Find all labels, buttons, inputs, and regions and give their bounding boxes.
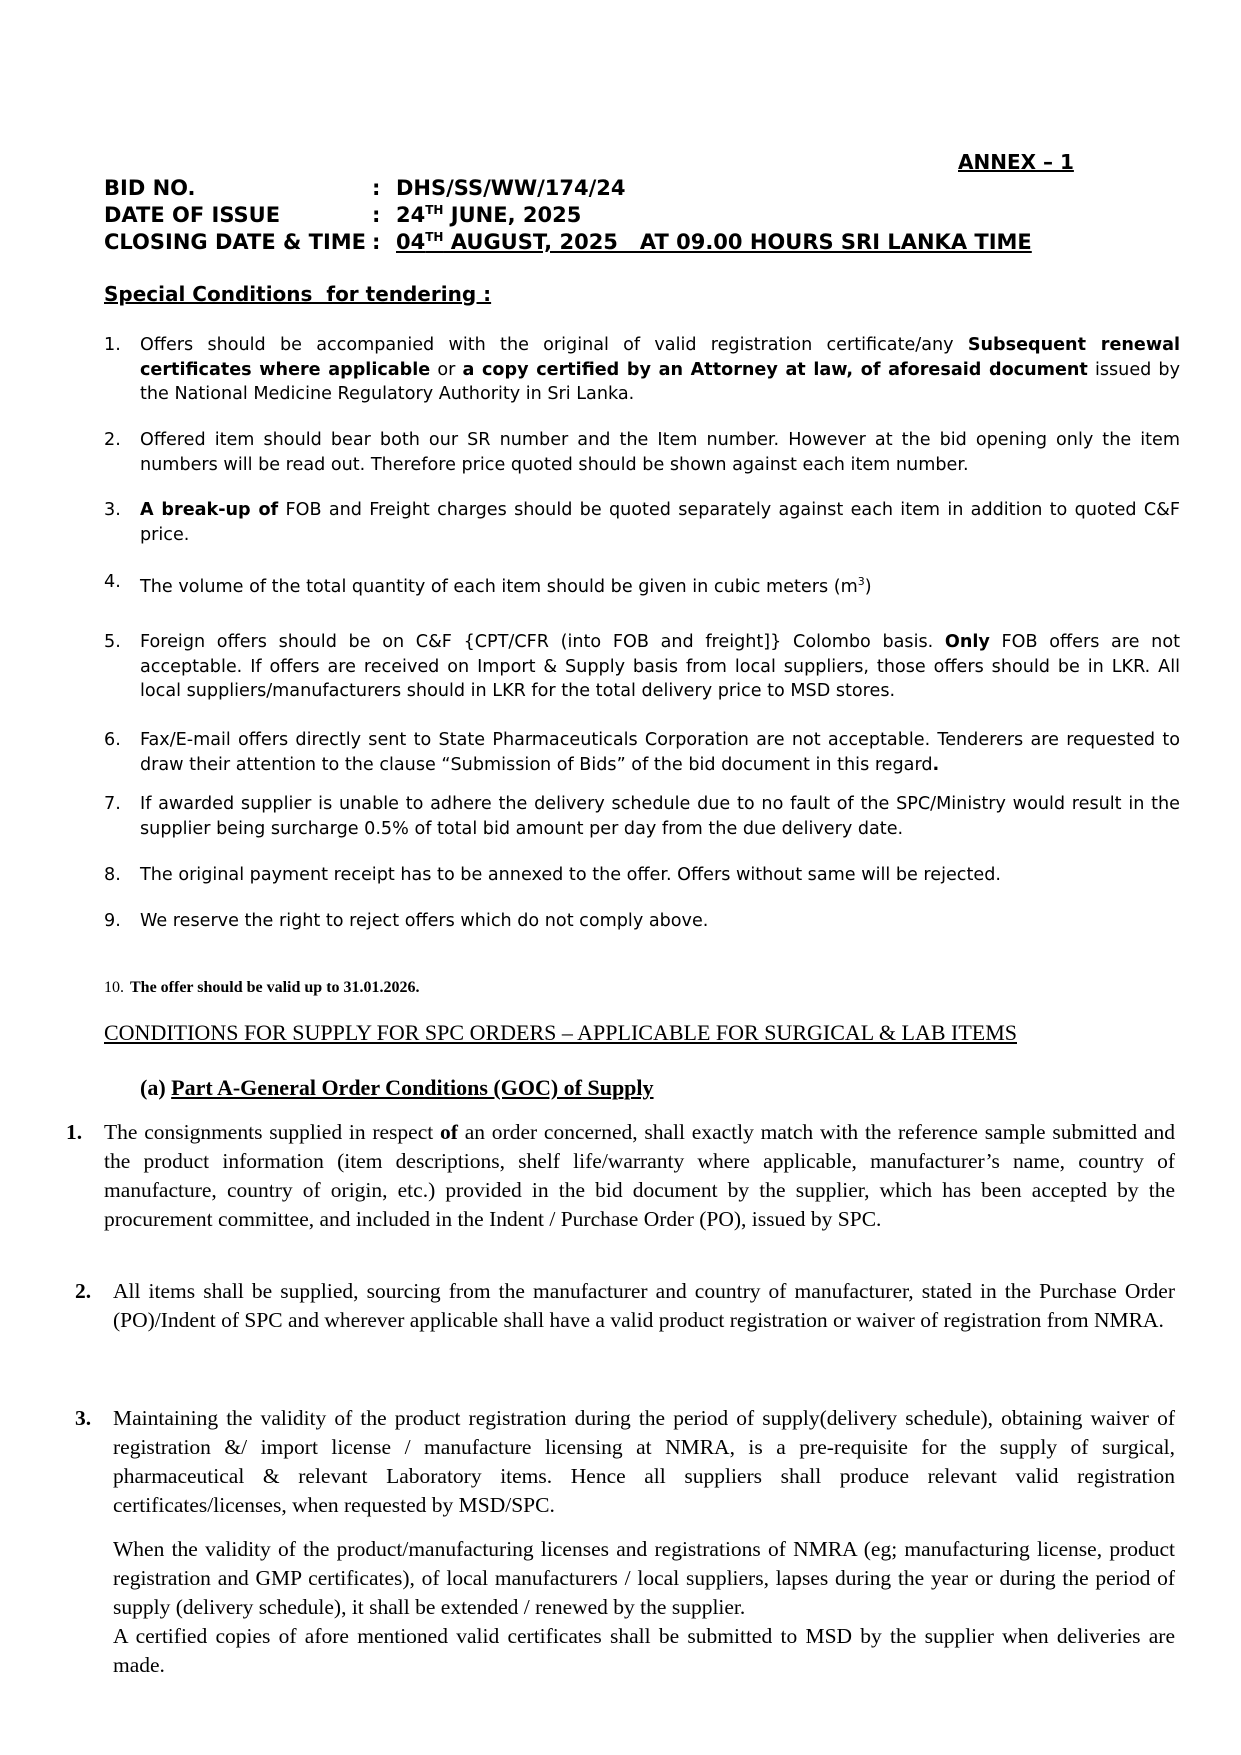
condition-text: Foreign offers should be on C&F {CPT/CFR (into FOB and freight]} Colombo basis. (140, 632, 945, 652)
superscript: 3 (857, 575, 865, 588)
item-number: 1. (66, 1120, 83, 1144)
closing-date-suffix: TH (425, 230, 444, 244)
goc-item-3 (75, 1404, 1175, 1680)
closing-date-label: CLOSING DATE & TIME (104, 230, 366, 254)
item-number: 10. (104, 979, 124, 996)
item-number: 3. (104, 500, 121, 520)
special-condition-3 (104, 498, 1180, 547)
condition-bold: of aforesaid document (860, 359, 1088, 380)
special-condition-6 (104, 728, 1180, 777)
special-condition-5 (104, 630, 1180, 704)
goc-text: Maintaining the validity of the product registration during the period of supply(delivery schedule), obtaining waiver of registration &/ import license / manufacture licensing at NMRA, is a pre-requisite for the supply of surgical, pharmaceutical & relevant Laboratory items. Hence all suppliers shall produce relevant valid registration certificates/licenses, when requested by MSD/SPC. (113, 1406, 1175, 1517)
item-number: 3. (75, 1406, 92, 1430)
bid-number-row (104, 176, 626, 200)
special-condition-1 (104, 333, 1180, 407)
condition-bold: a copy certified by an Attorney at law (462, 359, 847, 380)
goc-text: All items shall be supplied, sourcing from the manufacturer and country of manufacturer, stated in the Purchase Order (PO)/Indent of SPC and wherever applicable shall have a valid product registration or waiver of registration from NMRA. (113, 1279, 1175, 1332)
colon: : (372, 203, 381, 227)
goc-paragraph: A certified copies of afore mentioned valid certificates shall be submitted to MSD by the supplier when deliveries are made. (113, 1624, 1175, 1677)
item-number: 7. (104, 794, 121, 814)
goc-text: The consignments supplied in respect (104, 1120, 441, 1144)
condition-text: issued by the National Medicine Regulatory Authority in Sri Lanka. (140, 359, 1181, 404)
date-of-issue-row (104, 203, 581, 227)
date-of-issue-rest: JUNE, 2025 (443, 203, 582, 227)
condition-text: Offers should be accompanied with the original of valid registration certificate/any (140, 335, 968, 355)
condition-text: Offered item should bear both our SR number and the Item number. However at the bid opening only the item numbers will be read out. Therefore price quoted should be shown against each item number. (140, 430, 1180, 475)
item-number: 2. (104, 430, 121, 450)
part-a-prefix: (a) (140, 1075, 166, 1100)
special-condition-4 (104, 570, 1180, 599)
goc-paragraph: When the validity of the product/manufacturing licenses and registrations of NMRA (eg; manufacturing license, product registration and GMP certificates), of local manufacturers / local suppliers, lapses during the year or during the period of supply (delivery schedule), it shall be extended / renewed by the supplier. (113, 1537, 1175, 1619)
date-of-issue-label: DATE OF ISSUE (104, 203, 281, 227)
colon: : (372, 230, 381, 254)
conditions-for-supply-title: CONDITIONS FOR SUPPLY FOR SPC ORDERS – APPLICABLE FOR SURGICAL & LAB ITEMS (104, 1020, 1017, 1045)
goc-item-2 (75, 1277, 1175, 1335)
annex-label: ANNEX – 1 (958, 150, 1074, 174)
bid-number-label: BID NO. (104, 176, 196, 200)
special-conditions-title: Special Conditions for tendering : (104, 282, 492, 306)
condition-bold: . (932, 754, 940, 775)
condition-text: or (430, 359, 463, 380)
special-condition-8 (104, 863, 1180, 888)
condition-bold: , (846, 359, 861, 380)
condition-text: ) (864, 576, 872, 597)
special-condition-7 (104, 792, 1180, 841)
special-condition-10 (104, 979, 420, 997)
item-number: 2. (75, 1279, 92, 1303)
item-number: 9. (104, 911, 121, 931)
bid-number-value: DHS/SS/WW/174/24 (396, 176, 626, 200)
date-of-issue-day: 24 (396, 203, 426, 227)
condition-bold: Only (944, 632, 990, 652)
closing-date-rest: AUGUST, 2025 AT 09.00 HOURS SRI LANKA TIME (443, 230, 1032, 254)
condition-text: If awarded supplier is unable to adhere the delivery schedule due to no fault of the SPC/Ministry would result in the supplier being surcharge 0.5% of total bid amount per day from the due delivery date. (140, 794, 1180, 839)
condition-text: The original payment receipt has to be annexed to the offer. Offers without same will be rejected. (140, 865, 1001, 885)
condition-text: We reserve the right to reject offers which do not comply above. (140, 911, 709, 931)
item-number: 8. (104, 865, 121, 885)
item-number: 5. (104, 632, 121, 652)
part-a-heading (140, 1075, 654, 1101)
condition-text: FOB offers are not acceptable. If offers are received on Import & Supply basis from local suppliers, those offers should be in LKR. All local suppliers/manufacturers should in LKR for the total delivery price to MSD stores. (140, 632, 1180, 701)
condition-bold: A break-up of (140, 500, 279, 520)
closing-date-row (104, 230, 1032, 254)
special-condition-2 (104, 428, 1180, 477)
goc-item-1 (66, 1118, 1175, 1234)
date-of-issue-suffix: TH (425, 203, 444, 217)
item-number: 6. (104, 730, 121, 750)
part-a-title: Part A-General Order Conditions (GOC) of Supply (171, 1075, 654, 1100)
condition-text: FOB and Freight charges should be quoted separately against each item in addition to quoted C&F price. (140, 500, 1180, 545)
special-condition-9 (104, 909, 1180, 934)
condition-text: The offer should be valid up to 31.01.2026. (130, 979, 420, 996)
condition-bold: Subsequent renewal certificates where applicable (140, 335, 1180, 380)
condition-text: Fax/E-mail offers directly sent to State Pharmaceuticals Corporation are not acceptable. Tenderers are requested to draw their attention to the clause “Submission of Bids” of the bid document in this regard (140, 730, 1180, 775)
goc-bold: of (440, 1120, 458, 1144)
goc-text: an order concerned, shall exactly match with the reference sample submitted and the product information (item descriptions, shelf life/warranty where applicable, manufacturer’s name, country of manufacture, country of origin, etc.) provided in the bid document by the supplier, which has been accepted by the procurement committee, and included in the Indent / Purchase Order (PO), issued by SPC. (104, 1120, 1175, 1231)
colon: : (372, 176, 381, 200)
closing-date-day: 04 (396, 230, 426, 254)
condition-text: The volume of the total quantity of each item should be given in cubic meters (m (140, 576, 858, 597)
item-number: 1. (104, 335, 121, 355)
item-number: 4. (104, 572, 121, 592)
